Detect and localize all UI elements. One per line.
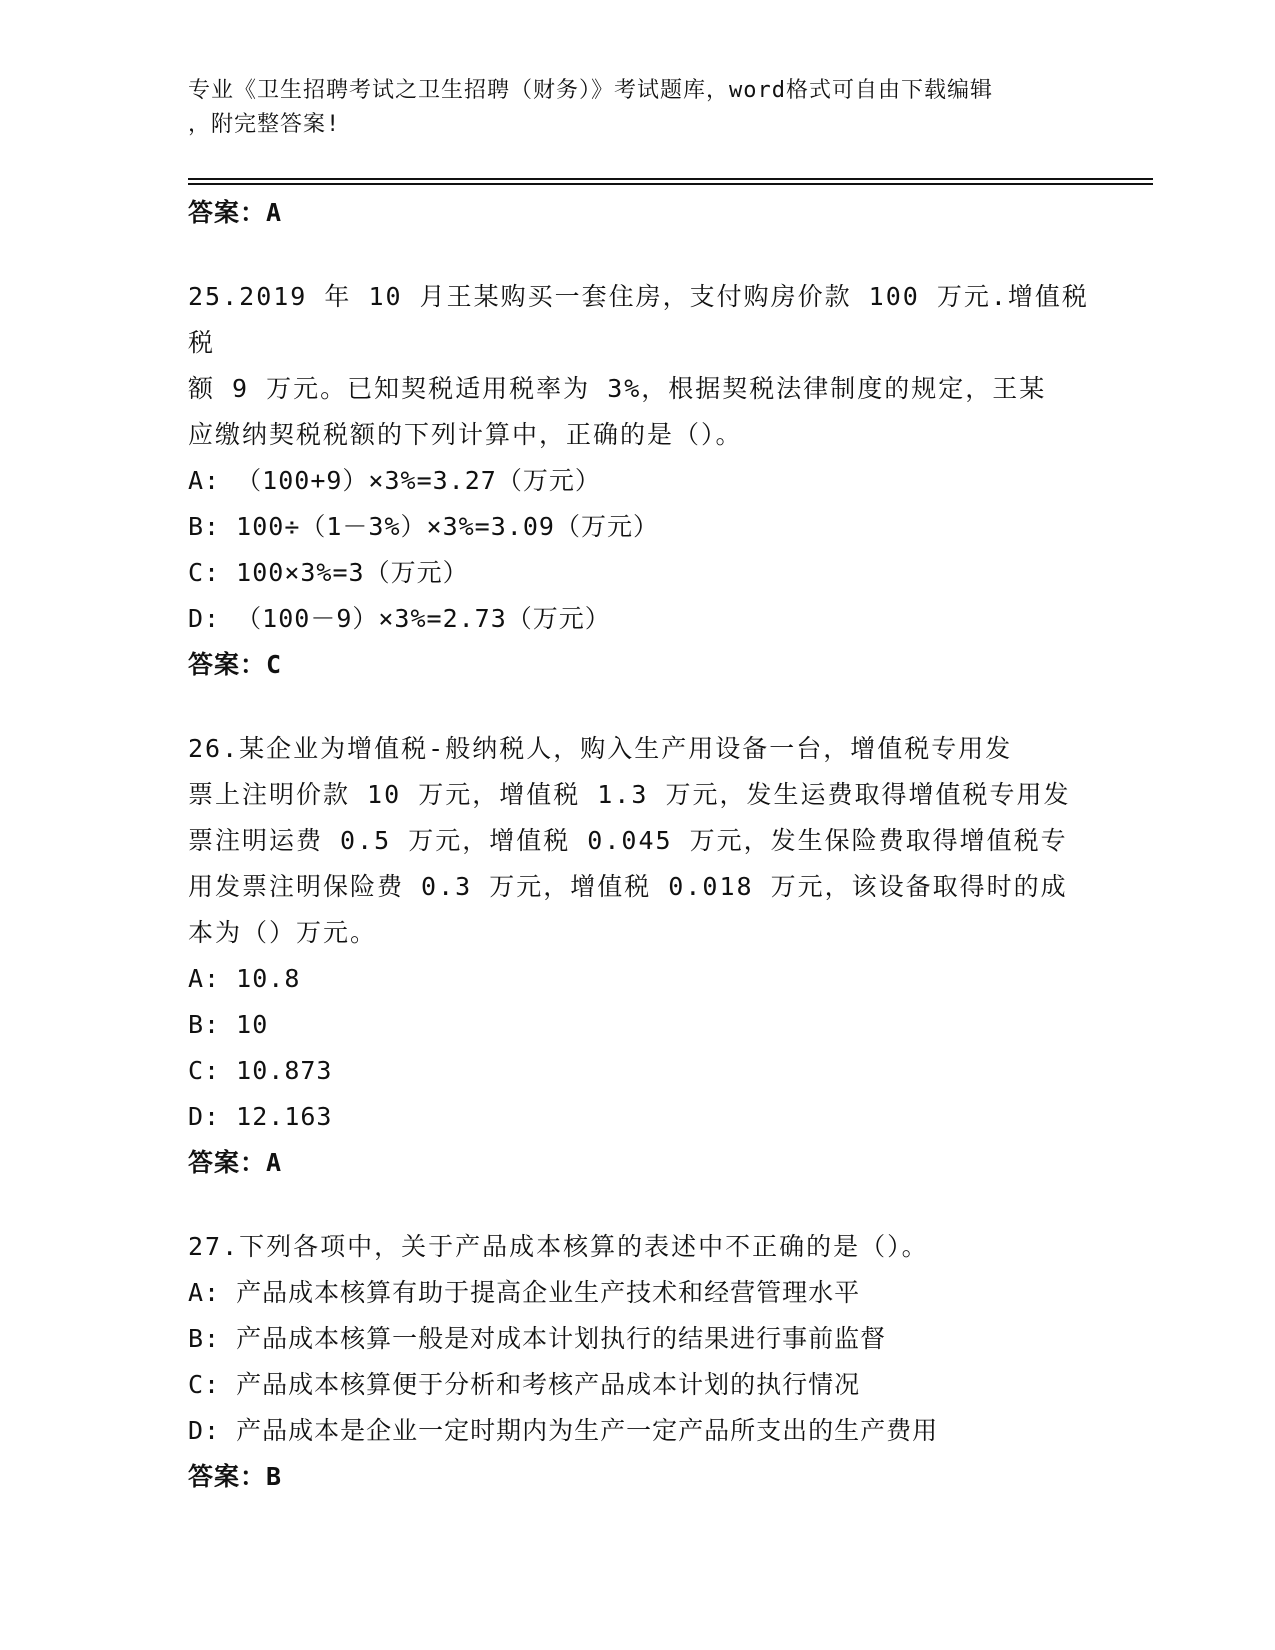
option-c [188, 550, 1108, 596]
option-text: 产品成本是企业一定时期内为生产一定产品所支出的生产费用 [236, 1416, 939, 1445]
answer-label: 答案：B [188, 1462, 283, 1491]
document-header [188, 74, 1088, 142]
option-d [188, 1094, 1108, 1140]
option-letter: D: [188, 1102, 221, 1131]
question-stem [188, 1224, 1108, 1270]
header-intro-line-1: 专业《卫生招聘考试之卫生招聘（财务）》考试题库，word格式可自由下载编辑 [188, 78, 993, 103]
stem-line: 应缴纳契税税额的下列计算中，正确的是（）。 [188, 420, 743, 449]
option-letter: B: [188, 512, 221, 541]
stem-line: 用发票注明保险费 0.3 万元，增值税 0.018 万元，该设备取得时的成 [188, 872, 1068, 901]
option-text: 产品成本核算有助于提高企业生产技术和经营管理水平 [236, 1278, 861, 1307]
question-list [188, 190, 1108, 1500]
option-letter: D: [188, 1416, 221, 1445]
option-text: 产品成本核算一般是对成本计划执行的结果进行事前监督 [236, 1324, 887, 1353]
option-c [188, 1362, 1108, 1408]
answer-label: 答案：C [188, 650, 283, 679]
option-b [188, 1316, 1108, 1362]
header-intro-line-2: ，附完整答案! [188, 112, 341, 137]
option-letter: C: [188, 1056, 221, 1085]
question-25 [188, 274, 1108, 688]
option-letter: B: [188, 1010, 221, 1039]
option-b [188, 1002, 1108, 1048]
option-text: 100×3%=3（万元） [236, 558, 469, 587]
option-a [188, 458, 1108, 504]
stem-line: 票上注明价款 10 万元，增值税 1.3 万元，发生运费取得增值税专用发 [188, 780, 1071, 809]
question-26 [188, 726, 1108, 1186]
answer-label: 答案：A [188, 1148, 283, 1177]
option-letter: C: [188, 558, 221, 587]
option-letter: A: [188, 466, 221, 495]
option-letter: D: [188, 604, 221, 633]
stem-line: 27.下列各项中，关于产品成本核算的表述中不正确的是（）。 [188, 1232, 929, 1261]
stem-line: 额 9 万元。已知契税适用税率为 3%，根据契税法律制度的规定，王某 [188, 374, 1047, 403]
header-divider-top [188, 178, 1153, 180]
option-d [188, 1408, 1108, 1454]
option-text: （100－9）×3%=2.73（万元） [236, 604, 611, 633]
option-letter: C: [188, 1370, 221, 1399]
stem-line: 26.某企业为增值税-般纳税人，购入生产用设备一台，增值税专用发 [188, 734, 1013, 763]
stem-line: 票注明运费 0.5 万元，增值税 0.045 万元，发生保险费取得增值税专 [188, 826, 1068, 855]
option-b [188, 504, 1108, 550]
option-letter: A: [188, 1278, 221, 1307]
option-d [188, 596, 1108, 642]
option-letter: B: [188, 1324, 221, 1353]
question-stem [188, 274, 1108, 458]
question-stem [188, 726, 1108, 956]
option-a [188, 1270, 1108, 1316]
option-letter: A: [188, 964, 221, 993]
option-text: 12.163 [236, 1102, 333, 1131]
option-text: （100+9）×3%=3.27（万元） [236, 466, 601, 495]
option-text: 10 [236, 1010, 269, 1039]
option-a [188, 956, 1108, 1002]
question-27 [188, 1224, 1108, 1500]
option-text: 10.873 [236, 1056, 333, 1085]
option-text: 产品成本核算便于分析和考核产品成本计划的执行情况 [236, 1370, 861, 1399]
stem-line: 本为（）万元。 [188, 918, 378, 947]
header-divider-bottom [188, 183, 1153, 185]
option-text: 100÷（1－3%）×3%=3.09（万元） [236, 512, 659, 541]
option-text: 10.8 [236, 964, 301, 993]
stem-line: 25.2019 年 10 月王某购买一套住房，支付购房价款 100 万元.增值税税 [188, 282, 1089, 357]
option-c [188, 1048, 1108, 1094]
previous-answer: 答案：A [188, 198, 283, 227]
